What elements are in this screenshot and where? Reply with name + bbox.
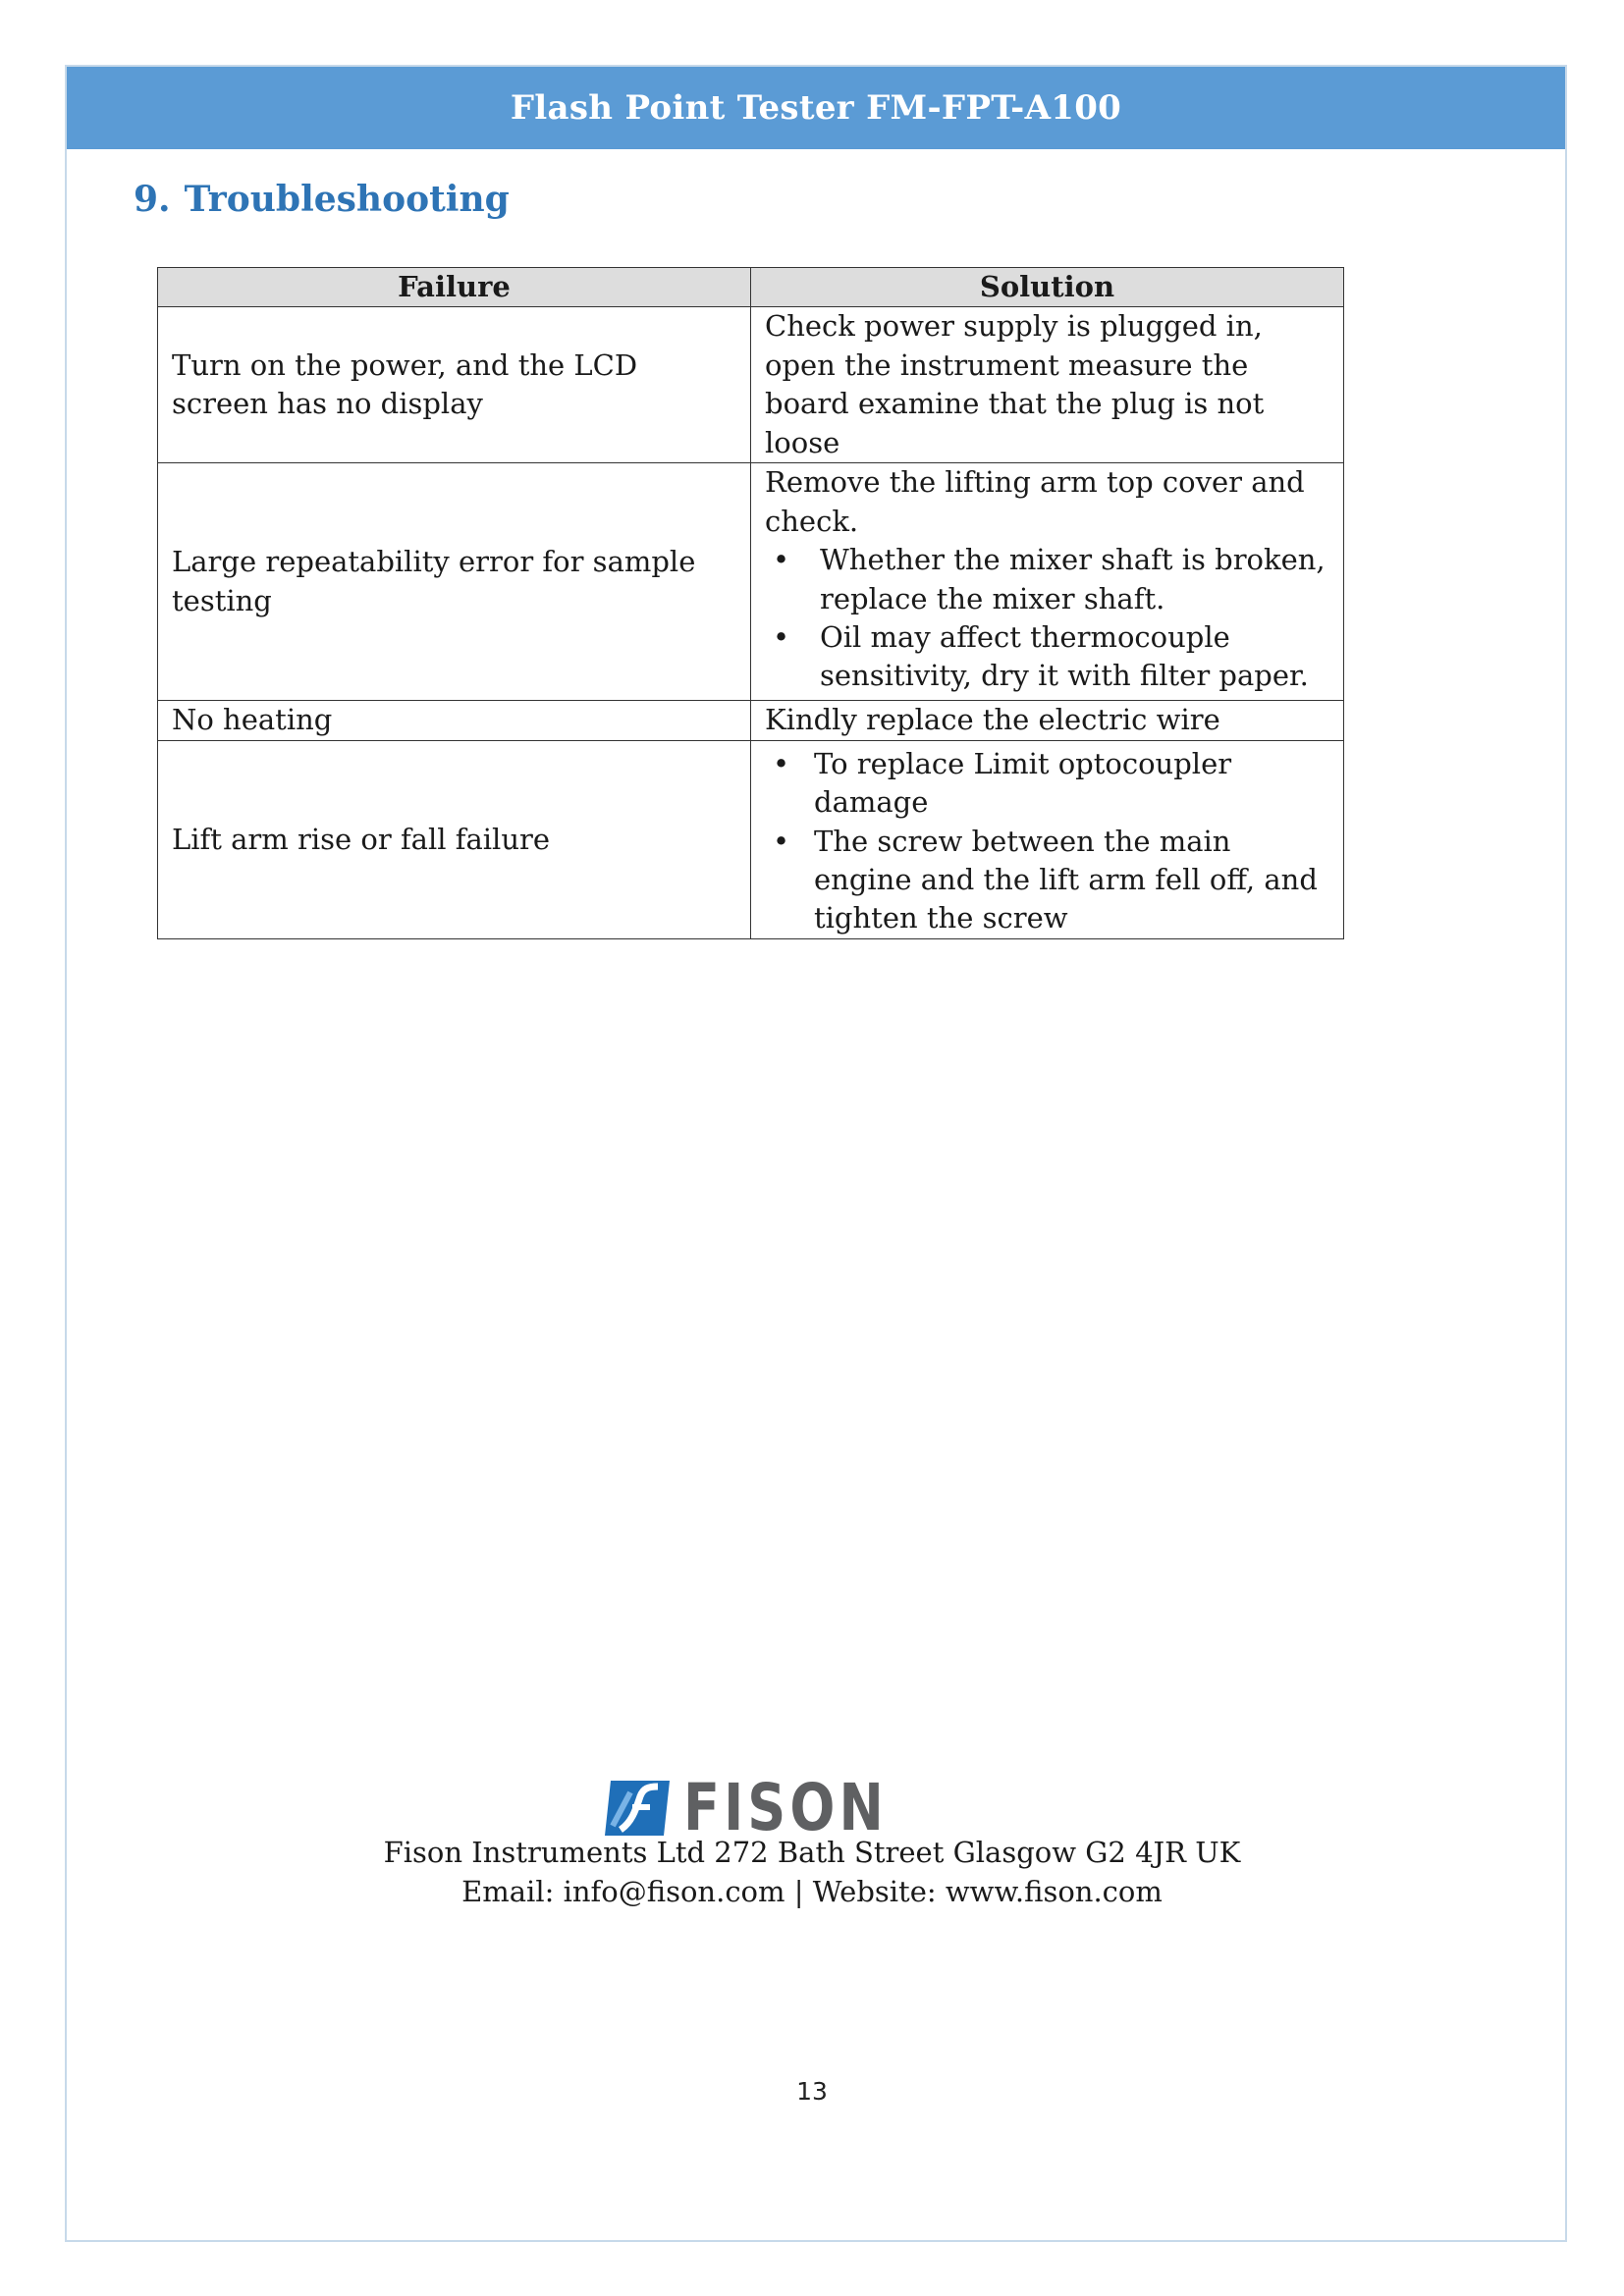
solution-cell bbox=[751, 463, 1344, 701]
section-title: Troubleshooting bbox=[184, 179, 510, 220]
solution-bullet-list bbox=[765, 741, 1329, 938]
list-item: • To replace Limit optocoupler damage bbox=[765, 745, 1329, 823]
solution-cell bbox=[751, 740, 1344, 938]
header-band bbox=[67, 67, 1565, 149]
solution-cell: Kindly replace the electric wire bbox=[751, 701, 1344, 740]
fison-logo-mark-icon bbox=[603, 1779, 672, 1838]
table-row bbox=[158, 307, 1344, 463]
column-header-solution: Solution bbox=[751, 268, 1344, 307]
table-row bbox=[158, 463, 1344, 701]
list-item: • Oil may affect thermocouple sensitivity, dry it with filter paper. bbox=[765, 618, 1329, 696]
failure-cell: Lift arm rise or fall failure bbox=[158, 740, 751, 938]
table-row bbox=[158, 701, 1344, 740]
solution-intro: Remove the lifting arm top cover and check. bbox=[765, 465, 1305, 538]
document-title: Flash Point Tester FM-FPT-A100 bbox=[510, 88, 1122, 128]
list-item: • The screw between the main engine and the lift arm fell off, and tighten the screw bbox=[765, 823, 1329, 938]
solution-bullet-list bbox=[765, 541, 1329, 696]
failure-cell: Turn on the power, and the LCD screen has no display bbox=[158, 307, 751, 463]
list-item: • Whether the mixer shaft is broken, replace the mixer shaft. bbox=[765, 541, 1329, 618]
solution-cell: Check power supply is plugged in, open the instrument measure the board examine that the plug is not loose bbox=[751, 307, 1344, 463]
page-number: 13 bbox=[796, 2077, 828, 2106]
footer-contact: Email: info@fison.com | Website: www.fison.com bbox=[461, 1875, 1163, 1908]
table-header-row bbox=[158, 268, 1344, 307]
table-row bbox=[158, 740, 1344, 938]
section-number: 9. bbox=[134, 179, 171, 220]
fison-logo bbox=[603, 1770, 933, 1845]
footer-address: Fison Instruments Ltd 272 Bath Street Glasgow G2 4JR UK bbox=[383, 1836, 1241, 1869]
failure-cell: Large repeatability error for sample testing bbox=[158, 463, 751, 701]
section-heading bbox=[134, 179, 510, 220]
fison-logo-text: FISON bbox=[683, 1770, 888, 1845]
failure-cell: No heating bbox=[158, 701, 751, 740]
column-header-failure: Failure bbox=[158, 268, 751, 307]
troubleshooting-table bbox=[157, 267, 1344, 939]
